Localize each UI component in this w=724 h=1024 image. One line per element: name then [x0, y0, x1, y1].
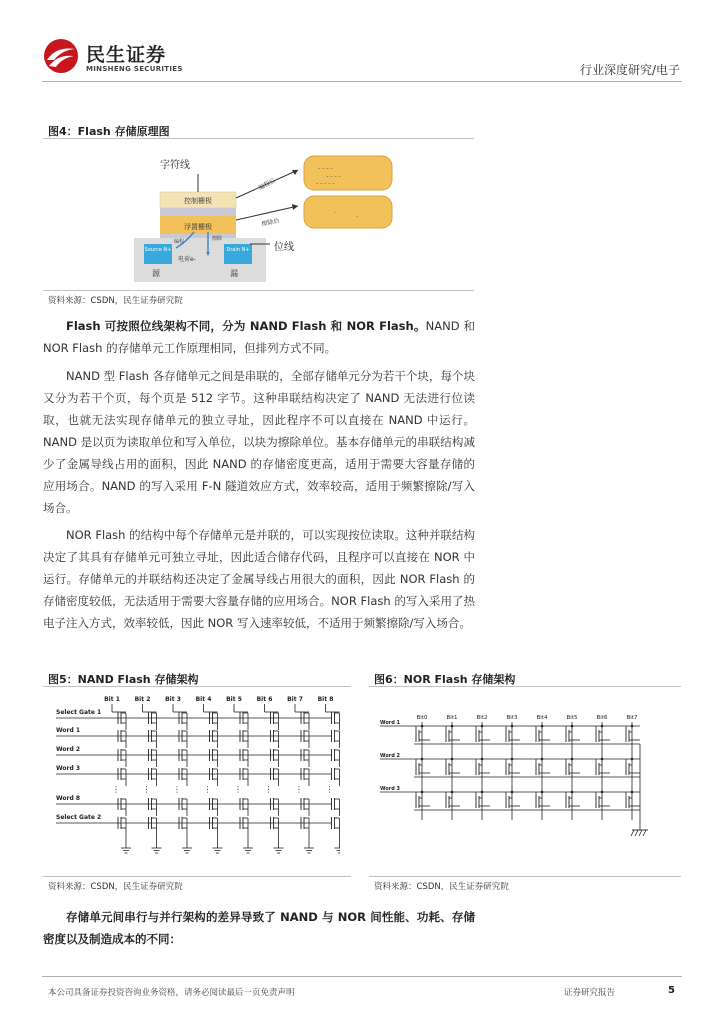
nor-cell-transistor	[506, 725, 520, 742]
source-label: 源	[152, 269, 160, 278]
figure6-title-rule	[369, 686, 681, 687]
figure4-source: 资料来源：CSDN，民生证券研究院	[48, 296, 183, 306]
nand-cell-transistor	[301, 798, 309, 816]
nand-cell-transistor	[240, 798, 248, 816]
nor-cell-transistor	[626, 758, 640, 775]
svg-text:– – – –: – – – –	[318, 166, 333, 172]
nand-cell-transistor	[179, 712, 187, 730]
word-line-label: 字符线	[160, 160, 190, 171]
nor-word-label: Word 2	[380, 753, 401, 759]
nor-cell-transistor	[476, 791, 490, 808]
nand-architecture-diagram	[50, 692, 340, 872]
nor-cell-transistor	[416, 791, 430, 808]
oxide-layer	[160, 208, 236, 216]
nand-cell-transistor	[149, 749, 157, 767]
footer-disclaimer: 本公司具备证券投资咨询业务资格，请务必阅读最后一页免责声明	[48, 988, 295, 998]
nand-cell-transistor	[271, 712, 279, 730]
paragraph-1	[43, 315, 475, 359]
figure5-title: 图5：NAND Flash 存储架构	[48, 673, 199, 686]
nor-word-label: Word 3	[380, 786, 401, 792]
nand-cell-transistor	[179, 768, 187, 786]
figure4-title: 图4：Flash 存储原理图	[48, 125, 170, 138]
nand-cell-transistor	[210, 798, 218, 816]
nand-bit-label: Bit 1	[104, 696, 120, 703]
page-number: 5	[668, 985, 675, 996]
nand-cell-transistor	[240, 749, 248, 767]
drain-label: 漏	[230, 269, 238, 278]
ground-icon	[631, 830, 634, 836]
nand-bit-label: Bit 3	[165, 696, 181, 703]
paragraph-1-lead: Flash 可按照位线架构不同，分为 NAND Flash 和 NOR Flash。	[66, 319, 426, 333]
nor-cell-transistor	[446, 758, 460, 775]
nor-cell-transistor	[416, 725, 430, 742]
nand-ellipsis: ⋮	[295, 785, 303, 794]
paragraph-3: NOR Flash 的结构中每个存储单元是并联的，可以实现按位读取。这种并联结构决定了其具有存储单元可独立寻址，因此适合储存代码，且程序可以直接在 NOR 中运行。存储单元的并联结构还决定了金属导线占用很大的面积，因此 NOR Flash 的存储密度较低，无法适用于需要大容量存储的应用场合。NOR Flash 的写入采用了热电子注入方式，效率较低，因此 NOR 写入速率较低，不适用于频繁擦除/写入场合。	[43, 528, 475, 630]
nor-cell-transistor	[536, 791, 550, 808]
nand-cell-transistor	[332, 730, 340, 748]
nand-cell-transistor	[149, 768, 157, 786]
after-erase-arrow-icon	[236, 206, 298, 220]
svg-text:–: –	[356, 214, 359, 220]
nand-bit-label: Bit 4	[195, 696, 212, 703]
nand-row-label: Select Gate 1	[56, 709, 102, 716]
nand-cell-transistor	[149, 712, 157, 730]
nand-cell-transistor	[240, 730, 248, 748]
nor-cell-transistor	[626, 791, 640, 808]
nor-bit-label: Bit6	[596, 715, 608, 721]
report-category: 行业深度研究/电子	[579, 63, 680, 77]
nand-cell-transistor	[271, 817, 279, 835]
nand-cell-transistor	[118, 749, 126, 767]
figure6-source: 资料来源：CSDN，民生证券研究院	[374, 882, 509, 892]
nor-cell-transistor	[566, 725, 580, 742]
nand-cell-transistor	[179, 798, 187, 816]
nor-cell-transistor	[476, 725, 490, 742]
nand-cell-transistor	[332, 798, 340, 816]
nand-cell-transistor	[149, 817, 157, 835]
nand-row-label: Word 3	[56, 765, 81, 772]
nand-cell-transistor	[240, 817, 248, 835]
nand-cell-transistor	[210, 817, 218, 835]
minsheng-logo-icon	[42, 38, 80, 74]
nand-cell-transistor	[240, 712, 248, 730]
logo-english-name: MINSHENG SECURITIES	[86, 65, 183, 73]
nand-cell-transistor	[332, 768, 340, 786]
nand-cell-transistor	[271, 768, 279, 786]
nor-architecture-diagram	[378, 708, 668, 858]
nor-cell-transistor	[596, 758, 610, 775]
page-header	[0, 0, 724, 84]
nor-bit-label: Bit0	[416, 715, 428, 721]
nand-cell-transistor	[118, 798, 126, 816]
ground-icon	[639, 830, 642, 836]
nor-cell-transistor	[536, 725, 550, 742]
ground-icon	[635, 830, 638, 836]
nand-bit-label: Bit 2	[134, 696, 151, 703]
erased-state-box	[304, 196, 392, 228]
nand-ellipsis: ⋮	[264, 785, 273, 794]
ground-icon	[643, 830, 646, 836]
after-erase-label: 擦除后	[260, 217, 281, 228]
figure5-bottom-rule	[43, 876, 351, 877]
program-label: 编程	[174, 239, 185, 245]
figure6-title: 图6：NOR Flash 存储架构	[374, 673, 516, 686]
nand-cell-transistor	[332, 712, 340, 730]
nand-cell-transistor	[301, 768, 309, 786]
nor-cell-transistor	[476, 758, 490, 775]
nor-bit-label: Bit2	[476, 715, 488, 721]
nor-cell-transistor	[416, 758, 430, 775]
paragraph-2: NAND 型 Flash 各存储单元之间是串联的，全部存储单元分为若干个块，每个块又分为若干个页，每个页是 512 字节。这种串联结构决定了 NAND 无法进行位读取，也就无法实现存储单元的独立寻址，因此程序不可以直接在 NAND 中运行。NAND 是以页为读取单位和写入单位，以块为擦除单位。基本存储单元的串联结构减少了金属导线占用的面积，因此 NAND 的存储密度更高，适用于需要大容量存储的应用场合。NAND 的写入采用 F-N 隧道效应方式，效率较高，适用于频繁擦除/写入场合。	[43, 369, 476, 515]
nand-ellipsis: ⋮	[234, 785, 242, 794]
nand-cell-transistor	[118, 730, 126, 748]
nor-bit-label: Bit1	[446, 715, 458, 721]
nand-cell-transistor	[118, 817, 126, 835]
nor-cell-transistor	[596, 725, 610, 742]
paragraph-1-body: NAND 和 NOR Flash 的存储单元工作原理相同，但排列方式不同。	[43, 319, 475, 355]
control-gate-label: 控制栅极	[184, 197, 212, 205]
nand-ellipsis: ⋮	[173, 785, 181, 794]
figure4-title-rule	[43, 138, 474, 139]
nand-ellipsis: ⋮	[112, 785, 120, 794]
nor-bit-label: Bit5	[566, 715, 578, 721]
svg-text:–: –	[334, 210, 337, 216]
nand-row-label: Select Gate 2	[56, 814, 102, 821]
nand-cell-transistor	[271, 749, 279, 767]
nor-cell-transistor	[506, 791, 520, 808]
nand-cell-transistor	[332, 817, 340, 835]
nor-cell-transistor	[626, 725, 640, 742]
source-n-label: Source N+	[144, 247, 172, 253]
nand-cell-transistor	[240, 768, 248, 786]
nand-row-label: Word 1	[56, 727, 81, 734]
nor-cell-transistor	[536, 758, 550, 775]
nand-bit-label: Bit 8	[317, 696, 334, 703]
charge-label: 电荷e-	[178, 256, 196, 263]
nor-bit-label: Bit7	[626, 715, 638, 721]
nand-cell-transistor	[210, 749, 218, 767]
nor-bit-label: Bit4	[536, 715, 548, 721]
nor-cell-transistor	[596, 791, 610, 808]
drain-n-label: Drain N+	[226, 247, 250, 253]
nand-bit-label: Bit 5	[226, 696, 242, 703]
svg-text:– – – –: – – – –	[326, 174, 341, 180]
figure6-bottom-rule	[369, 876, 681, 877]
figure4-bottom-rule	[43, 290, 474, 291]
header-divider	[42, 81, 682, 82]
tunnel-oxide	[160, 234, 236, 238]
nand-cell-transistor	[118, 768, 126, 786]
nand-cell-transistor	[271, 798, 279, 816]
figure5-title-rule	[43, 686, 351, 687]
nand-cell-transistor	[210, 730, 218, 748]
nand-cell-transistor	[179, 749, 187, 767]
footer-divider	[42, 976, 682, 977]
nand-row-label: Word 2	[56, 746, 81, 753]
nand-cell-transistor	[149, 730, 157, 748]
after-program-label: 编程后	[257, 177, 277, 192]
svg-text:– – – – –: – – – – –	[316, 181, 335, 187]
nand-bit-label: Bit 6	[256, 696, 273, 703]
nand-bit-label: Bit 7	[287, 696, 303, 703]
nand-ellipsis: ⋮	[142, 785, 151, 794]
nand-cell-transistor	[332, 749, 340, 767]
nand-cell-transistor	[179, 817, 187, 835]
nand-cell-transistor	[301, 817, 309, 835]
nor-cell-transistor	[446, 791, 460, 808]
nor-cell-transistor	[506, 758, 520, 775]
nand-cell-transistor	[149, 798, 157, 816]
bit-line-label: 位线	[274, 242, 294, 253]
paragraph-4: 存储单元间串行与并行架构的差异导致了 NAND 与 NOR 间性能、功耗、存储密度以及制造成本的不同：	[43, 910, 475, 946]
nand-ellipsis: ⋮	[325, 785, 334, 794]
nor-bit-label: Bit3	[506, 715, 518, 721]
nand-cell-transistor	[301, 712, 309, 730]
figure4-flash-diagram	[120, 148, 400, 288]
nand-cell-transistor	[271, 730, 279, 748]
nand-row-label: Word 8	[56, 795, 81, 802]
footer-report-type: 证券研究报告	[564, 988, 616, 998]
nor-cell-transistor	[566, 758, 580, 775]
nand-ellipsis: ⋮	[203, 785, 212, 794]
nand-cell-transistor	[210, 768, 218, 786]
figure5-source: 资料来源：CSDN，民生证券研究院	[48, 882, 183, 892]
nand-cell-transistor	[210, 712, 218, 730]
nor-cell-transistor	[446, 725, 460, 742]
nor-word-label: Word 1	[380, 720, 401, 726]
logo-chinese-name: 民生证券	[86, 44, 167, 66]
nand-cell-transistor	[301, 749, 309, 767]
erase-label: 擦除	[212, 236, 223, 242]
nand-cell-transistor	[301, 730, 309, 748]
nand-cell-transistor	[118, 712, 126, 730]
nand-cell-transistor	[179, 730, 187, 748]
nor-cell-transistor	[566, 791, 580, 808]
floating-gate-label: 浮置栅极	[184, 223, 212, 231]
